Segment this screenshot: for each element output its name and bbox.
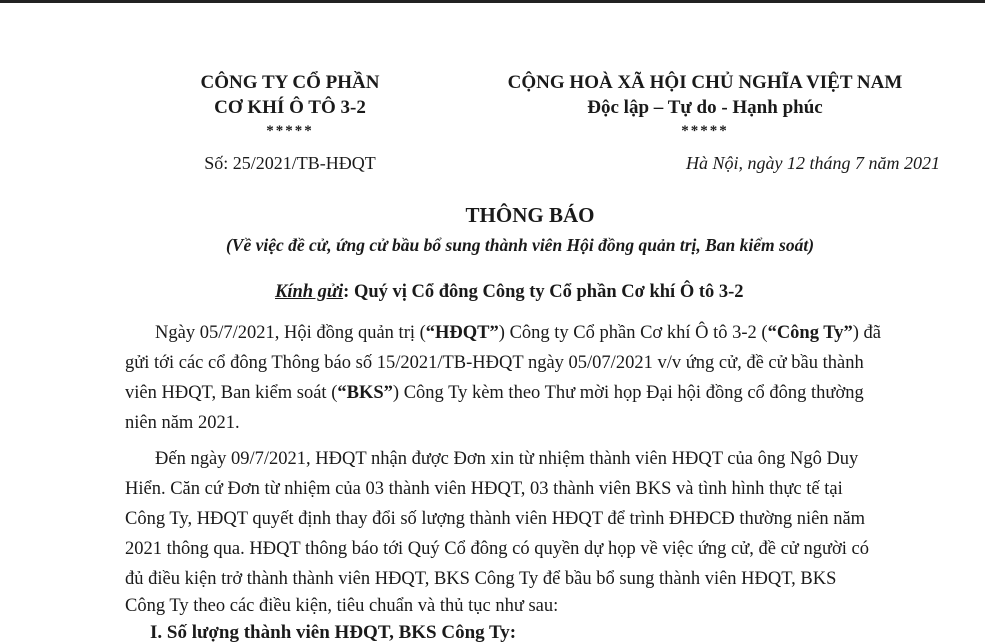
paragraph-2-line-6: Công Ty theo các điều kiện, tiêu chuẩn và thủ tục như sau: xyxy=(125,596,559,616)
p1-term-bks: “BKS” xyxy=(337,383,393,403)
paragraph-2-line-3: Công Ty, HĐQT quyết định thay đổi số lượng thành viên HĐQT để trình ĐHĐCĐ thường niên năm xyxy=(125,509,866,529)
recipient-colon: : xyxy=(343,282,350,302)
p1-term-hdqt: “HĐQT” xyxy=(425,323,499,343)
nation-stars: ***** xyxy=(681,123,729,139)
paragraph-1-line-1 xyxy=(155,320,881,347)
place-date: Hà Nội, ngày 12 tháng 7 năm 2021 xyxy=(686,153,940,173)
document-number: Số: 25/2021/TB-HĐQT xyxy=(204,153,376,173)
paragraph-1-line-2: gửi tới các cổ đông Thông báo số 15/2021/TB-HĐQT ngày 05/07/2021 v/v ứng cử, đề cử bầu thành xyxy=(125,353,864,373)
paragraph-2-line-4: 2021 thông qua. HĐQT thông báo tới Quý Cổ đông có quyền dự họp về việc ứng cử, đề cử người có xyxy=(125,539,869,559)
p1-text: ) Công ty Cổ phần Cơ khí Ô tô 3-2 ( xyxy=(498,323,768,343)
paragraph-2-line-1: Đến ngày 09/7/2021, HĐQT nhận được Đơn xin từ nhiệm thành viên HĐQT của ông Ngô Duy xyxy=(155,449,859,469)
paragraph-1-line-3 xyxy=(125,380,864,407)
p1-text: ) Công Ty kèm theo Thư mời họp Đại hội đồng cổ đông thường xyxy=(392,383,864,403)
section-1-heading: I. Số lượng thành viên HĐQT, BKS Công Ty: xyxy=(150,622,517,643)
recipient-label: Kính gửi xyxy=(275,282,344,302)
recipient-text: Quý vị Cổ đông Công ty Cổ phần Cơ khí Ô tô 3-2 xyxy=(349,282,744,302)
paragraph-2-line-5: đủ điều kiện trở thành thành viên HĐQT, BKS Công Ty để bầu bổ sung thành viên HĐQT, BKS xyxy=(125,569,837,589)
p1-text: viên HĐQT, Ban kiểm soát ( xyxy=(125,383,338,403)
document-title: THÔNG BÁO xyxy=(465,203,595,227)
paragraph-1-line-4: niên năm 2021. xyxy=(125,413,240,433)
nation-title: CỘNG HOÀ XÃ HỘI CHỦ NGHĨA VIỆT NAM xyxy=(507,72,903,93)
company-name-line2: CƠ KHÍ Ô TÔ 3-2 xyxy=(214,97,366,118)
recipient-line xyxy=(275,282,744,303)
nation-motto: Độc lập – Tự do - Hạnh phúc xyxy=(587,97,823,118)
document-subtitle: (Về việc đề cử, ứng cử bầu bổ sung thành viên Hội đồng quản trị, Ban kiểm soát) xyxy=(225,235,815,255)
p1-text: Ngày 05/7/2021, Hội đồng quản trị ( xyxy=(155,323,426,343)
paragraph-2-line-2: Hiển. Căn cứ Đơn từ nhiệm của 03 thành viên HĐQT, 03 thành viên BKS và tình hình thực tế tại xyxy=(125,479,843,499)
company-stars: ***** xyxy=(266,123,314,139)
p1-term-congty: “Công Ty” xyxy=(767,323,853,343)
p1-text: ) đã xyxy=(852,323,881,343)
page-top-border xyxy=(0,0,985,3)
company-name-line1: CÔNG TY CỔ PHẦN xyxy=(200,72,380,93)
